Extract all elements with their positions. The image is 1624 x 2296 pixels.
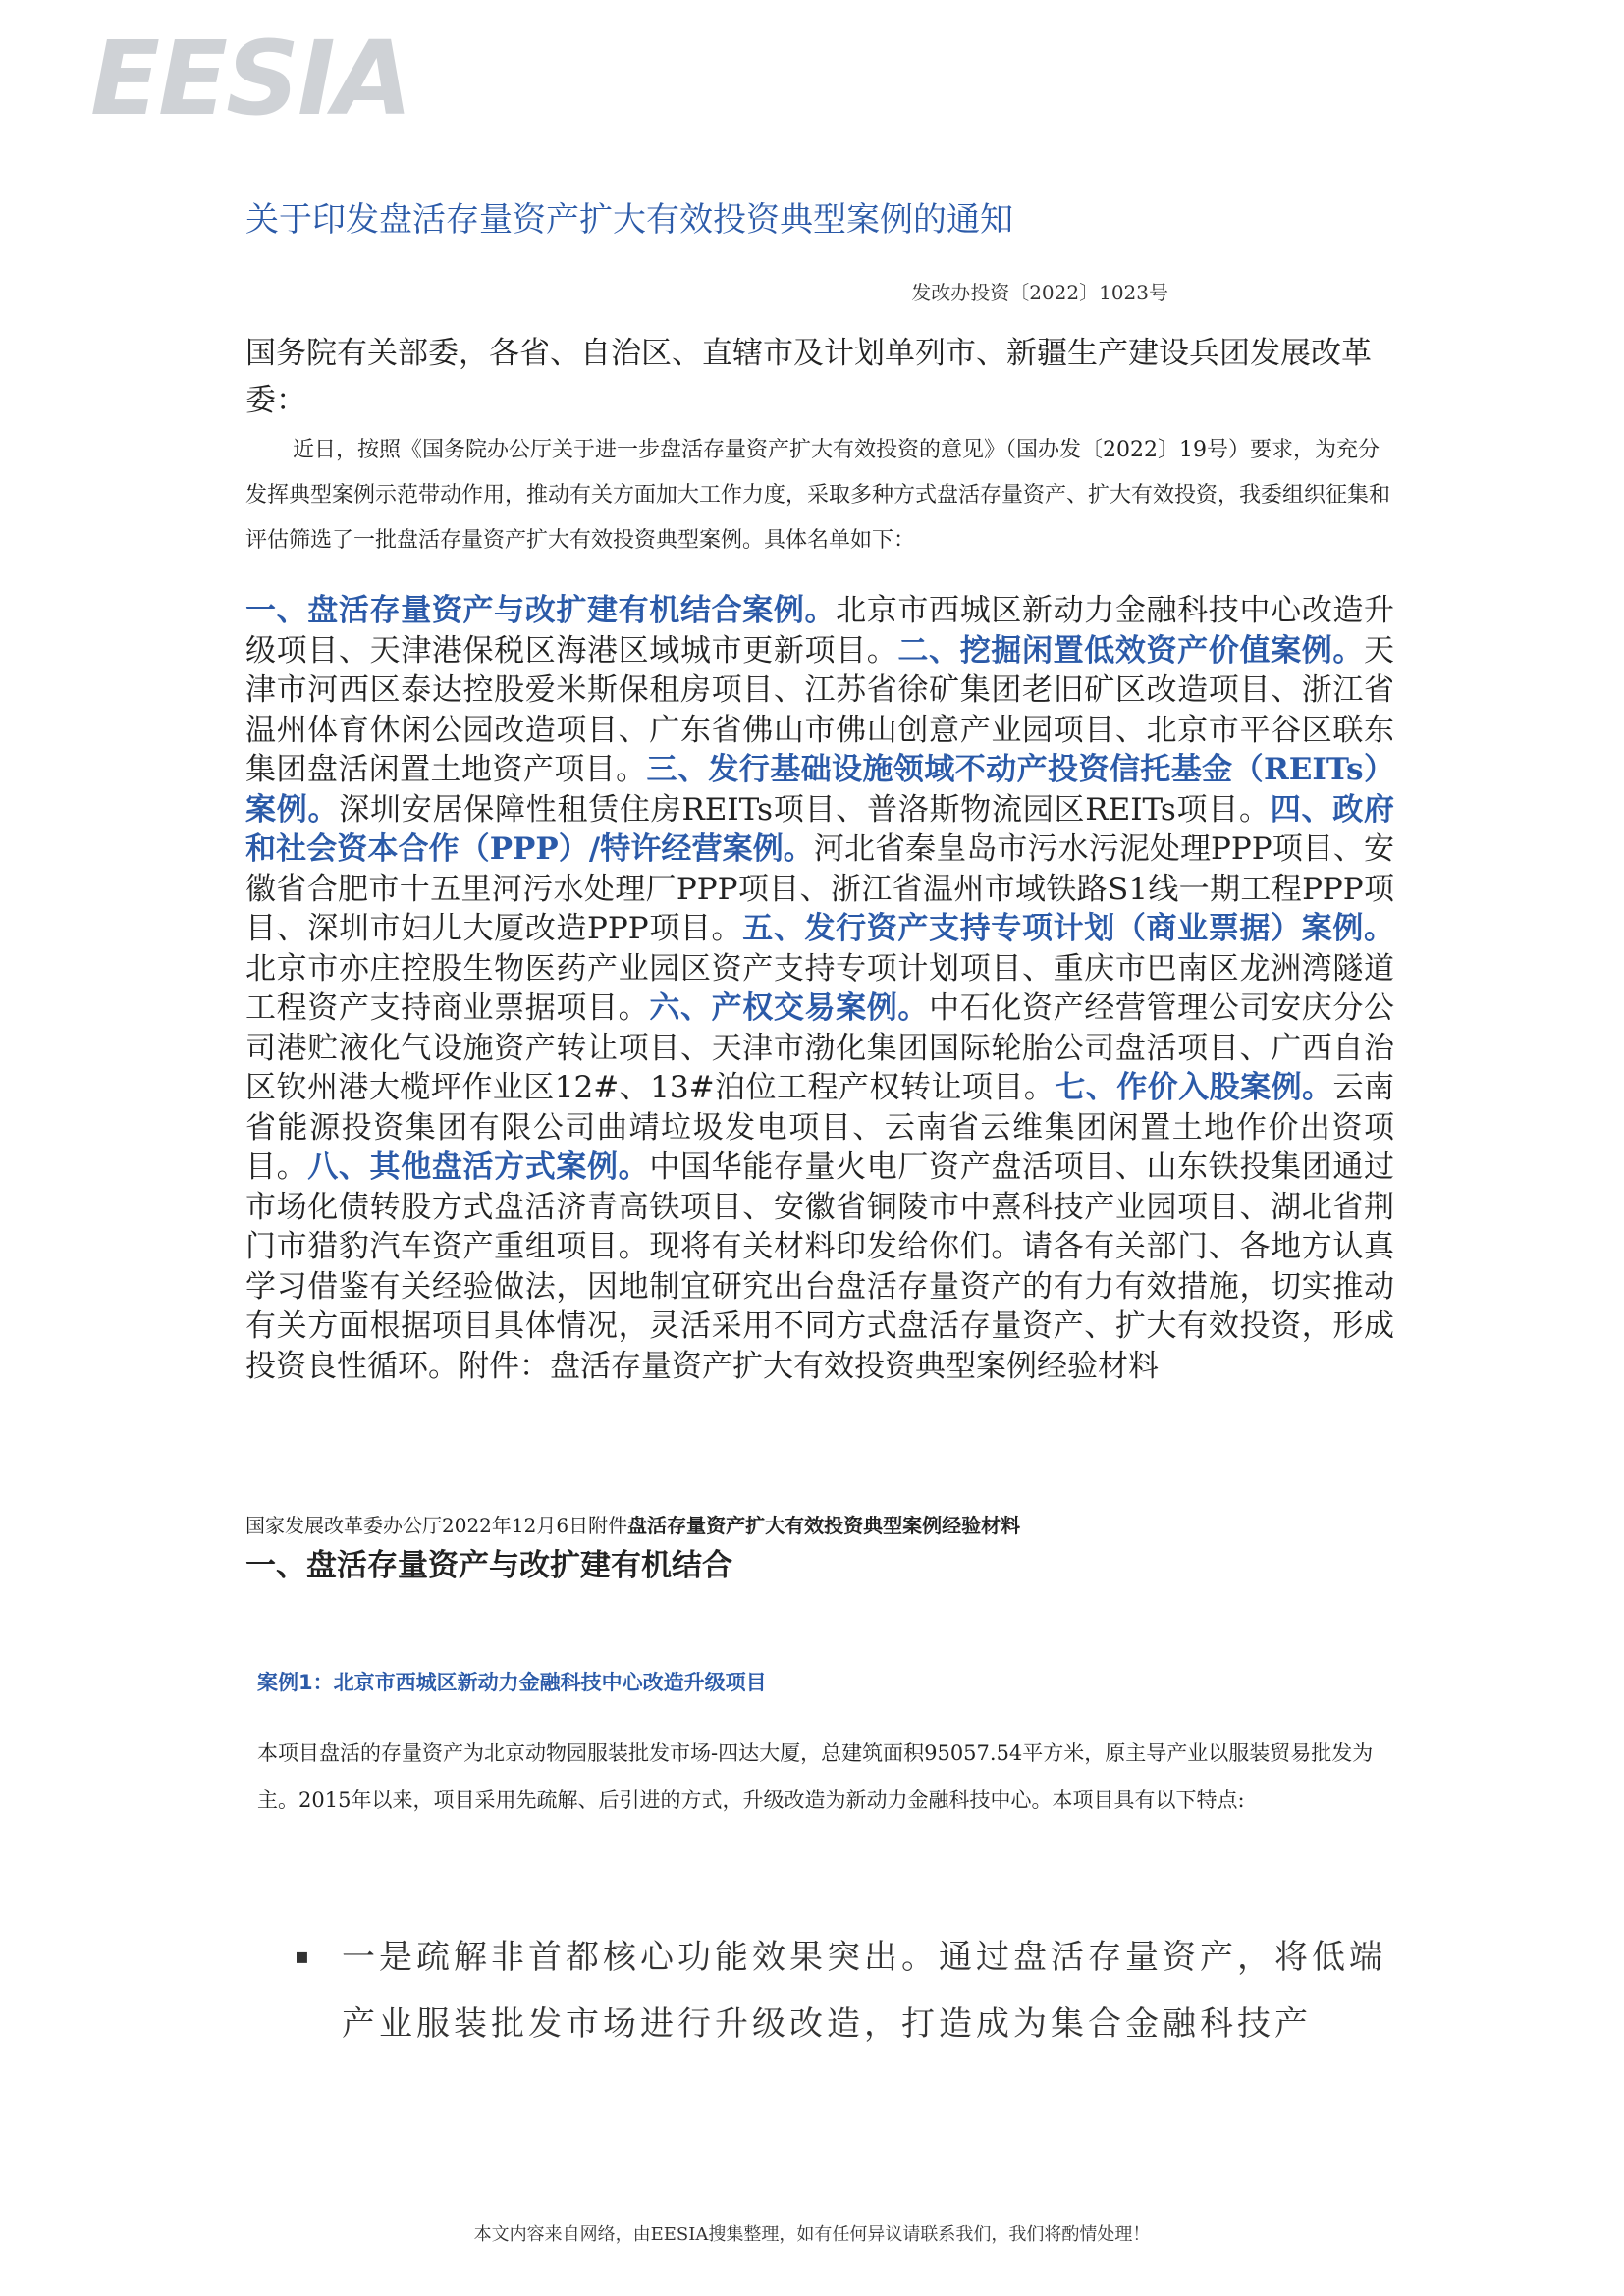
addressee: 国务院有关部委，各省、自治区、直辖市及计划单列市、新疆生产建设兵团发展改革委： [245,336,1372,418]
case-text-4: 河北省秦皇岛市污水污泥处理PPP项目、安徽省合肥市十五里河污水处理厂PPP项目、浙江省温州市域铁路S1线一期工程PPP项目、深圳市妇儿大厦改造PPP项目。 [245,831,1394,946]
case-text-1: 北京市西城区新动力金融科技中心改造升级项目、天津港保税区海港区域城市更新项目。 [245,593,1394,668]
case-text-5: 北京市亦庄控股生物医药产业园区资产支持专项计划项目、重庆市巴南区龙洲湾隧道工程资产支持商业票据项目。 [245,950,1394,1026]
case1-body: 本项目盘活的存量资产为北京动物园服装批发市场-四达大厦，总建筑面积95057.54平方米，原主导产业以服装贸易批发为主。2015年以来，项目采用先疏解、后引进的方式，升级改造为新动力金融科技中心。本项目具有以下特点: [257,1741,1374,1812]
closing-text: 现将有关材料印发给你们。请各有关部门、各地方认真学习借鉴有关经验做法，因地制宜研究出台盘活存量资产的有力有效措施，切实推动有关方面根据项目具体情况，灵活采用不同方式盘活存量资产、扩大有效投资，形成投资良性循环。附件：盘活存量资产扩大有效投资典型案例经验材料 [245,1229,1395,1384]
case-heading-8: 八、其他盘活方式案例。 [307,1149,650,1185]
case-heading-5: 五、发行资产支持专项计划（商业票据）案例。 [742,911,1394,946]
intro-paragraph: 近日，按照《国务院办公厅关于进一步盘活存量资产扩大有效投资的意见》（国办发〔2022〕19号）要求，为充分发挥典型案例示范带动作用，推动有关方面加大工作力度，采取多种方式盘活存量资产、扩大有效投资，我委组织征集和评估筛选了一批盘活存量资产扩大有效投资典型案例。具体名单如下： [245,438,1391,553]
case-text-3: 深圳安居保障性租赁住房REITs项目、普洛斯物流园区REITs项目。 [339,791,1271,828]
bullet-square-icon: ▪ [295,1945,313,1969]
case-heading-2: 二、挖掘闲置低效资产价值案例。 [897,632,1365,668]
case-text-6: 中石化资产经营管理公司安庆分公司港贮液化气设施资产转让项目、天津市渤化集团国际轮胎公司盘活项目、广西自治区钦州港大榄坪作业区12#、13#泊位工程产权转让项目。 [245,990,1395,1105]
section-heading-1: 一、盘活存量资产与改扩建有机结合 [245,1548,732,1583]
case-heading-1: 一、盘活存量资产与改扩建有机结合案例。 [245,593,837,628]
signature-line [245,1512,1394,1539]
attachment-title: 盘活存量资产扩大有效投资典型案例经验材料 [627,1514,1021,1537]
document-number: 发改办投资〔2022〕1023号 [911,281,1168,304]
case-text-7: 云南省能源投资集团有限公司曲靖垃圾发电项目、云南省云维集团闲置土地作价出资项目。 [245,1070,1395,1185]
case-heading-7: 七、作价入股案例。 [1055,1070,1333,1105]
case-heading-4: 四、政府和社会资本合作（PPP）/特许经营案例。 [245,791,1395,867]
bullet-item-1 [295,1924,1394,2057]
case-heading-6: 六、产权交易案例。 [649,990,930,1026]
case-text-2: 天津市河西区泰达控股爱米斯保租房项目、江苏省徐矿集团老旧矿区改造项目、浙江省温州体育休闲公园改造项目、广东省佛山市佛山创意产业园项目、北京市平谷区联东集团盘活闲置土地资产项目。 [245,632,1395,787]
case-text-8: 中国华能存量火电厂资产盘活项目、山东铁投集团通过市场化债转股方式盘活济青高铁项目、安徽省铜陵市中熹科技产业园项目、湖北省荆门市猎豹汽车资产重组项目。 [245,1149,1395,1264]
footer-notice: 本文内容来自网络，由EESIA搜集整理，如有任何异议请联系我们，我们将酌情处理！ [473,2224,1151,2245]
case-list-paragraph [245,591,1394,1386]
document-title: 关于印发盘活存量资产扩大有效投资典型案例的通知 [245,200,1013,240]
eesia-logo: EESIA [90,19,411,138]
case1-title: 案例1：北京市西城区新动力金融科技中心改造升级项目 [257,1671,767,1694]
case-heading-3: 三、发行基础设施领域不动产投资信托基金（REITs）案例。 [245,752,1394,828]
bullet-text-1: 一是疏解非首都核心功能效果突出。通过盘活存量资产，将低端产业服装批发市场进行升级改造，打造成为集合金融科技产 [342,1938,1386,2044]
signature: 国家发展改革委办公厅2022年12月6日附件 [245,1514,628,1537]
